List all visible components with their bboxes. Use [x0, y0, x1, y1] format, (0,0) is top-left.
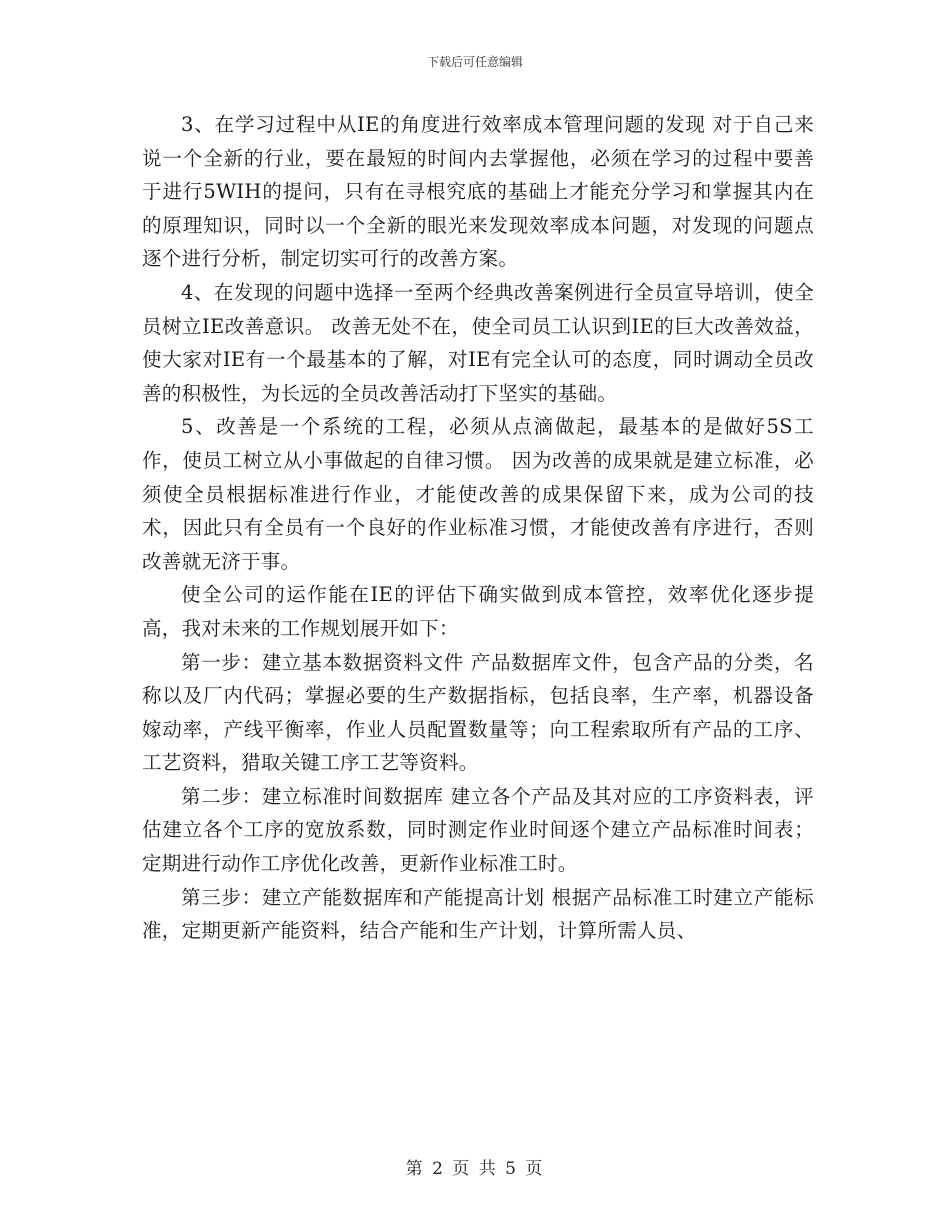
paragraph-item-4: 4、在发现的问题中选择一至两个经典改善案例进行全员宣导培训，使全员树立IE改善意识。 改善无处不在，使全司员工认识到IE的巨大改善效益，使大家对IE有一个最基本的了解，对IE有完全认可的态度，同时调动全员改善的积极性，为长远的全员改善活动打下坚实的基础。 [142, 280, 814, 405]
paragraph-item-5: 5、改善是一个系统的工程，必须从点滴做起，最基本的是做好5S工作，使员工树立从小事做起的自律习惯。 因为改善的成果就是建立标准，必须使全员根据标准进行作业，才能使改善的成果保留下来，成为公司的技术，因此只有全员有一个良好的作业标准习惯，才能使改善有序进行，否则改善就无济于事。 [142, 415, 814, 573]
document-body [142, 108, 814, 948]
paragraph-step-3: 第三步：建立产能数据库和产能提高计划 根据产品标准工时建立产能标准，定期更新产能资料，结合产能和生产计划，计算所需人员、 [142, 885, 814, 943]
paragraph-step-1: 第一步：建立基本数据资料文件 产品数据库文件，包含产品的分类，名称以及厂内代码；掌握必要的生产数据指标，包括良率，生产率，机器设备嫁动率，产线平衡率，作业人员配置数量等；向工程索取所有产品的工序、工艺资料，猎取关键工序工艺等资料。 [142, 650, 814, 775]
page-footer: 第 2 页 共 5 页 [405, 1159, 545, 1179]
paragraph-step-2: 第二步：建立标准时间数据库 建立各个产品及其对应的工序资料表，评估建立各个工序的宽放系数，同时测定作业时间逐个建立产品标准时间表；定期进行动作工序优化改善，更新作业标准工时。 [142, 784, 814, 876]
paragraph-item-3: 3、在学习过程中从IE的角度进行效率成本管理问题的发现 对于自己来说一个全新的行业，要在最短的时间内去掌握他，必须在学习的过程中要善于进行5WIH的提问，只有在寻根究底的基础上才能充分学习和掌握其内在的原理知识，同时以一个全新的眼光来发现效率成本问题，对发现的问题点逐个进行分析，制定切实可行的改善方案。 [142, 113, 814, 271]
page-header: 下载后可任意编辑 [426, 55, 523, 69]
paragraph-plan-intro: 使全公司的运作能在IE的评估下确实做到成本管控，效率优化逐步提高，我对未来的工作规划展开如下： [142, 583, 814, 640]
